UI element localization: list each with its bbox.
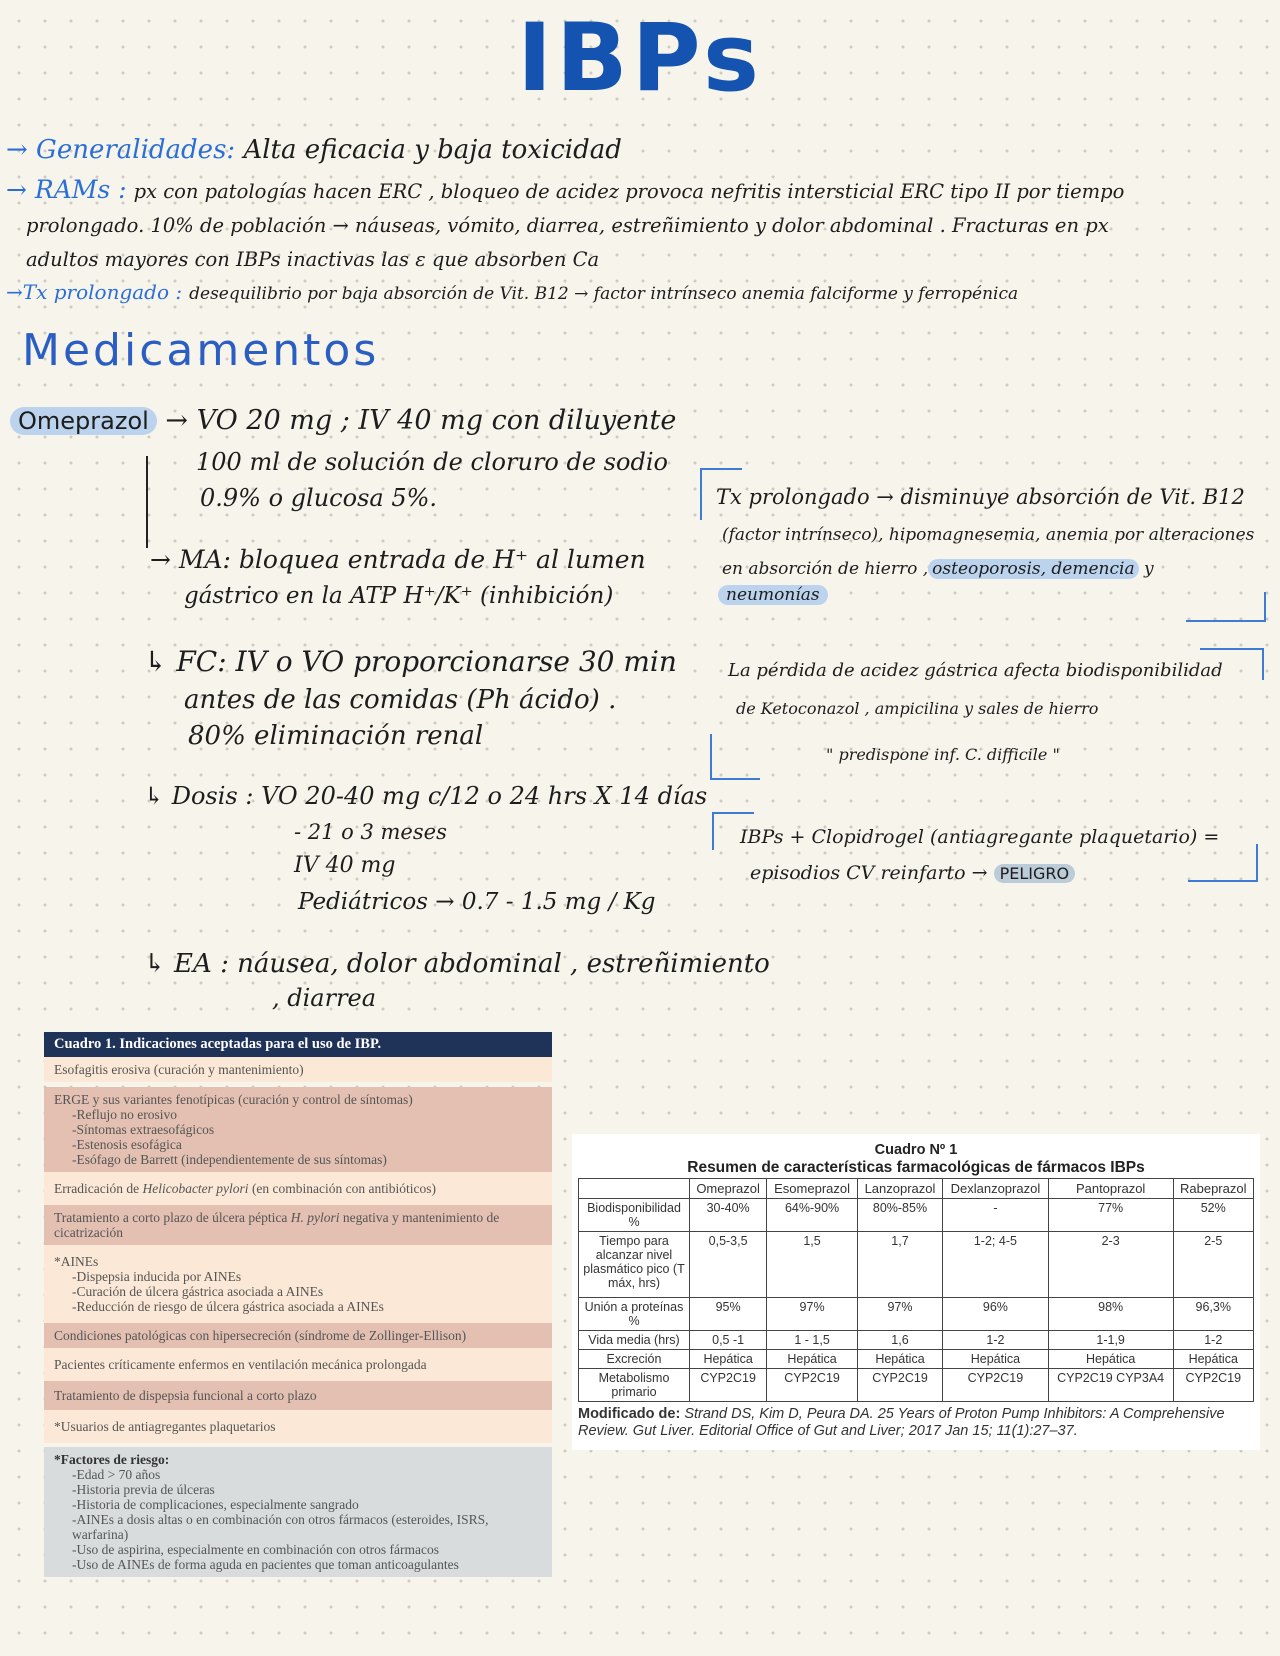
row-header: Excreción: [579, 1350, 690, 1369]
note-1-line-3-b: y: [1138, 559, 1154, 579]
cuadro-1-table: [44, 1032, 552, 1577]
table-cell: CYP2C19: [767, 1369, 858, 1402]
note-1-highlight-2: neumonías: [718, 585, 828, 605]
cuadro-1-sub-item: -Esófago de Barrett (independientemente de sus síntomas): [72, 1152, 387, 1167]
cuadro-1-sub-item: -Dispepsia inducida por AINEs: [72, 1269, 242, 1284]
table-row: [579, 1331, 1254, 1350]
note-3-text: episodios CV reinfarto →: [750, 862, 988, 884]
cuadro-1-row: [44, 1245, 552, 1323]
cuadro-2-title-2: Resumen de características farmacológicas de fármacos IBPs: [687, 1159, 1145, 1176]
omeprazol-ea-1: ↳ EA : náusea, dolor abdominal , estreñimiento: [144, 949, 770, 979]
cuadro-1-sub-item: -Uso de aspirina, especialmente en combinación con otros fármacos: [72, 1542, 439, 1557]
table-cell: 1-2: [1173, 1331, 1253, 1350]
note-2-line-2: de Ketoconazol , ampicilina y sales de hierro: [736, 699, 1099, 718]
stem-line: [146, 456, 148, 548]
cuadro-1-row: Tratamiento de dispepsia funcional a corto plazo: [44, 1381, 552, 1410]
table-cell: 97%: [767, 1298, 858, 1331]
omeprazol-ma-1: → MA: bloquea entrada de H⁺ al lumen: [150, 545, 646, 574]
table-row: [579, 1298, 1254, 1331]
omeprazol-line: [10, 403, 676, 439]
cuadro-1-sub-item: -Historia de complicaciones, especialmente sangrado: [72, 1497, 359, 1512]
peligro-highlight: PELIGRO: [994, 864, 1076, 883]
rams-text-1: px con patologías hacen ERC , bloqueo de acidez provoca nefritis intersticial ERC tipo II por tiempo: [133, 180, 1125, 203]
cuadro-1-sub-item: -Estenosis esofágica: [72, 1137, 182, 1152]
cuadro-1-sub-item: -Edad > 70 años: [72, 1467, 161, 1482]
omeprazol-admin-1: → VO 20 mg ; IV 40 mg con diluyente: [165, 405, 677, 436]
omeprazol-fc-3: 80% eliminación renal: [188, 721, 484, 751]
cuadro-1-header: Cuadro 1. Indicaciones aceptadas para el uso de IBP.: [44, 1032, 552, 1057]
column-header: Pantoprazol: [1048, 1179, 1173, 1199]
table-cell: 1,6: [857, 1331, 942, 1350]
cuadro-1-text: Tratamiento a corto plazo de úlcera péptica: [54, 1210, 291, 1225]
cuadro-1-row-title: *Factores de riesgo:: [54, 1452, 170, 1467]
cuadro-1-sub-item: -AINEs a dosis altas o en combinación con otros fármacos (esteroides, ISRS, warfarina): [72, 1512, 489, 1542]
tx-text: desequilibrio por baja absorción de Vit. B12 → factor intrínseco anemia falciforme y ferropénica: [189, 284, 1019, 304]
rams-text-2: prolongado. 10% de población → náuseas, vómito, diarrea, estreñimiento y dolor abdominal . Fracturas en px: [26, 214, 1109, 237]
table-cell: 97%: [857, 1298, 942, 1331]
note-3-line-2: [750, 858, 1075, 889]
omeprazol-fc-2: antes de las comidas (Ph ácido) .: [184, 685, 617, 715]
cuadro-1-sub-item: -Síntomas extraesofágicos: [72, 1122, 215, 1137]
omeprazol-ma-2: gástrico en la ATP H⁺/K⁺ (inhibición): [184, 583, 614, 609]
column-header: Esomeprazol: [767, 1179, 858, 1199]
table-cell: 0,5 -1: [690, 1331, 767, 1350]
omeprazol-admin-3: 0.9% o glucosa 5%.: [200, 484, 438, 512]
column-header: Lanzoprazol: [857, 1179, 942, 1199]
cuadro-1-italic: Helicobacter pylori: [142, 1181, 249, 1196]
tx-prolongado-line: [6, 276, 1018, 310]
table-cell: 96,3%: [1173, 1298, 1253, 1331]
table-cell: 2-3: [1048, 1232, 1173, 1298]
table-cell: 1-2; 4-5: [943, 1232, 1049, 1298]
column-header: Dexlanzoprazol: [943, 1179, 1049, 1199]
table-cell: Hepática: [767, 1350, 858, 1369]
row-header: Biodisponibilidad %: [579, 1199, 690, 1232]
tx-label: →Tx prolongado :: [6, 280, 183, 304]
column-header: [579, 1179, 690, 1199]
cuadro-1-italic: H. pylori: [290, 1210, 340, 1225]
note-1-highlight-1: osteoporosis, demencia: [928, 559, 1138, 579]
cuadro-2-title-1: Cuadro Nº 1: [874, 1142, 958, 1158]
table-cell: 0,5-3,5: [690, 1232, 767, 1298]
cuadro-1-row: Condiciones patológicas con hipersecreción (síndrome de Zollinger-Ellison): [44, 1323, 552, 1348]
cuadro-1-row: *Usuarios de antiagregantes plaquetarios: [44, 1410, 552, 1443]
note-1-line-4: [718, 580, 828, 610]
rams-label: → RAMs :: [6, 175, 127, 204]
table-cell: CYP2C19: [943, 1369, 1049, 1402]
cuadro-1-text: Erradicación de: [54, 1181, 143, 1196]
citation-label: Modificado de:: [578, 1406, 681, 1422]
note-bracket-2: [1186, 592, 1266, 622]
table-cell: 30-40%: [690, 1199, 767, 1232]
table-cell: 1,7: [857, 1232, 942, 1298]
omeprazol-name: Omeprazol: [10, 407, 157, 435]
omeprazol-dosis-3: IV 40 mg: [294, 853, 396, 878]
row-header: Unión a proteínas %: [579, 1298, 690, 1331]
cuadro-2-grid: [578, 1178, 1254, 1402]
table-cell: CYP2C19: [1173, 1369, 1253, 1402]
omeprazol-dosis-4: Pediátricos → 0.7 - 1.5 mg / Kg: [298, 889, 656, 915]
cuadro-1-sub-item: -Curación de úlcera gástrica asociada a AINEs: [72, 1284, 324, 1299]
cuadro-1-row: [44, 1172, 552, 1205]
generalidades-label: → Generalidades:: [6, 135, 236, 165]
table-row: [579, 1350, 1254, 1369]
table-cell: CYP2C19: [857, 1369, 942, 1402]
cuadro-1-row: Pacientes críticamente enfermos en ventilación mecánica prolongada: [44, 1348, 552, 1381]
table-cell: 64%-90%: [767, 1199, 858, 1232]
table-cell: 1,5: [767, 1232, 858, 1298]
table-cell: 95%: [690, 1298, 767, 1331]
cuadro-1-text: (en combinación con antibióticos): [248, 1181, 437, 1196]
cuadro-1-row: [44, 1205, 552, 1245]
table-cell: 80%-85%: [857, 1199, 942, 1232]
cuadro-1-sub-item: -Reducción de riesgo de úlcera gástrica asociada a AINEs: [72, 1299, 384, 1314]
generalidades-line: [6, 134, 622, 166]
omeprazol-dosis-2: - 21 o 3 meses: [294, 820, 447, 844]
cuadro-1-row-title: ERGE y sus variantes fenotípicas (curación y control de síntomas): [54, 1092, 413, 1107]
table-cell: Hepática: [690, 1350, 767, 1369]
cuadro-1-text: negativa y mantenimiento de cicatrización: [54, 1210, 500, 1240]
note-3-line-1: IBPs + Clopidrogel (antiagregante plaquetario) =: [740, 826, 1220, 848]
table-row: [579, 1199, 1254, 1232]
table-header-row: [579, 1179, 1254, 1199]
omeprazol-admin-2: 100 ml de solución de cloruro de sodio: [196, 448, 668, 476]
table-cell: 52%: [1173, 1199, 1253, 1232]
citation-text: Strand DS, Kim D, Peura DA. 25 Years of Proton Pump Inhibitors: A Comprehensive Review. Gut Liver. Editorial Office of Gut and Liver; 2017 Jan 15; 11(1):27–37.: [578, 1406, 1225, 1439]
table-cell: 96%: [943, 1298, 1049, 1331]
omeprazol-ea-2: , diarrea: [272, 984, 377, 1012]
cuadro-1-sub-item: -Historia previa de úlceras: [72, 1482, 215, 1497]
table-cell: 2-5: [1173, 1232, 1253, 1298]
cuadro-2-citation: [578, 1406, 1254, 1440]
table-cell: Hepática: [1048, 1350, 1173, 1369]
table-cell: CYP2C19 CYP3A4: [1048, 1369, 1173, 1402]
table-cell: 1-2: [943, 1331, 1049, 1350]
note-1-line-2: (factor intrínseco), hipomagnesemia, anemia por alteraciones: [722, 525, 1255, 545]
cuadro-1-sub-item: -Reflujo no erosivo: [72, 1107, 177, 1122]
column-header: Rabeprazol: [1173, 1179, 1253, 1199]
table-row: [579, 1232, 1254, 1298]
generalidades-text: Alta eficacia y baja toxicidad: [243, 135, 622, 165]
table-cell: Hepática: [857, 1350, 942, 1369]
table-cell: -: [943, 1199, 1049, 1232]
cuadro-1-sub-item: -Uso de AINEs de forma aguda en pacientes que toman anticoagulantes: [72, 1557, 459, 1572]
rams-line-1: [6, 174, 1124, 208]
cuadro-1-row: Esofagitis erosiva (curación y mantenimiento): [44, 1057, 552, 1082]
table-cell: 1 - 1,5: [767, 1331, 858, 1350]
note-bracket-4: [710, 734, 760, 780]
table-cell: 98%: [1048, 1298, 1173, 1331]
rams-text-3: adultos mayores con IBPs inactivas las ε que absorben Ca: [26, 248, 600, 271]
column-header: Omeprazol: [690, 1179, 767, 1199]
table-cell: Hepática: [943, 1350, 1049, 1369]
row-header: Vida media (hrs): [579, 1331, 690, 1350]
omeprazol-fc-1: ↳ FC: IV o VO proporcionarse 30 min: [144, 645, 677, 678]
cuadro-1-row: [44, 1447, 552, 1577]
note-2-line-1: La pérdida de acidez gástrica afecta biodisponibilidad: [728, 660, 1223, 681]
page-title: IBPs: [517, 4, 763, 113]
table-cell: CYP2C19: [690, 1369, 767, 1402]
note-1-line-3-a: en absorción de hierro ,: [722, 559, 929, 579]
table-cell: 1-1,9: [1048, 1331, 1173, 1350]
table-cell: 77%: [1048, 1199, 1173, 1232]
cuadro-2-table: [572, 1134, 1260, 1450]
cuadro-1-row-title: *AINEs: [54, 1254, 99, 1269]
table-cell: Hepática: [1173, 1350, 1253, 1369]
table-row: [579, 1369, 1254, 1402]
row-header: Tiempo para alcanzar nivel plasmático pico (T máx, hrs): [579, 1232, 690, 1298]
cuadro-1-row: [44, 1087, 552, 1172]
medicamentos-heading: Medicamentos: [22, 325, 380, 376]
note-1-line-1: Tx prolongado → disminuye absorción de Vit. B12: [716, 485, 1245, 509]
note-2-line-3: " predispone inf. C. difficile ": [826, 745, 1060, 764]
omeprazol-dosis-1: ↳ Dosis : VO 20-40 mg c/12 o 24 hrs X 14 días: [144, 782, 708, 810]
row-header: Metabolismo primario: [579, 1369, 690, 1402]
